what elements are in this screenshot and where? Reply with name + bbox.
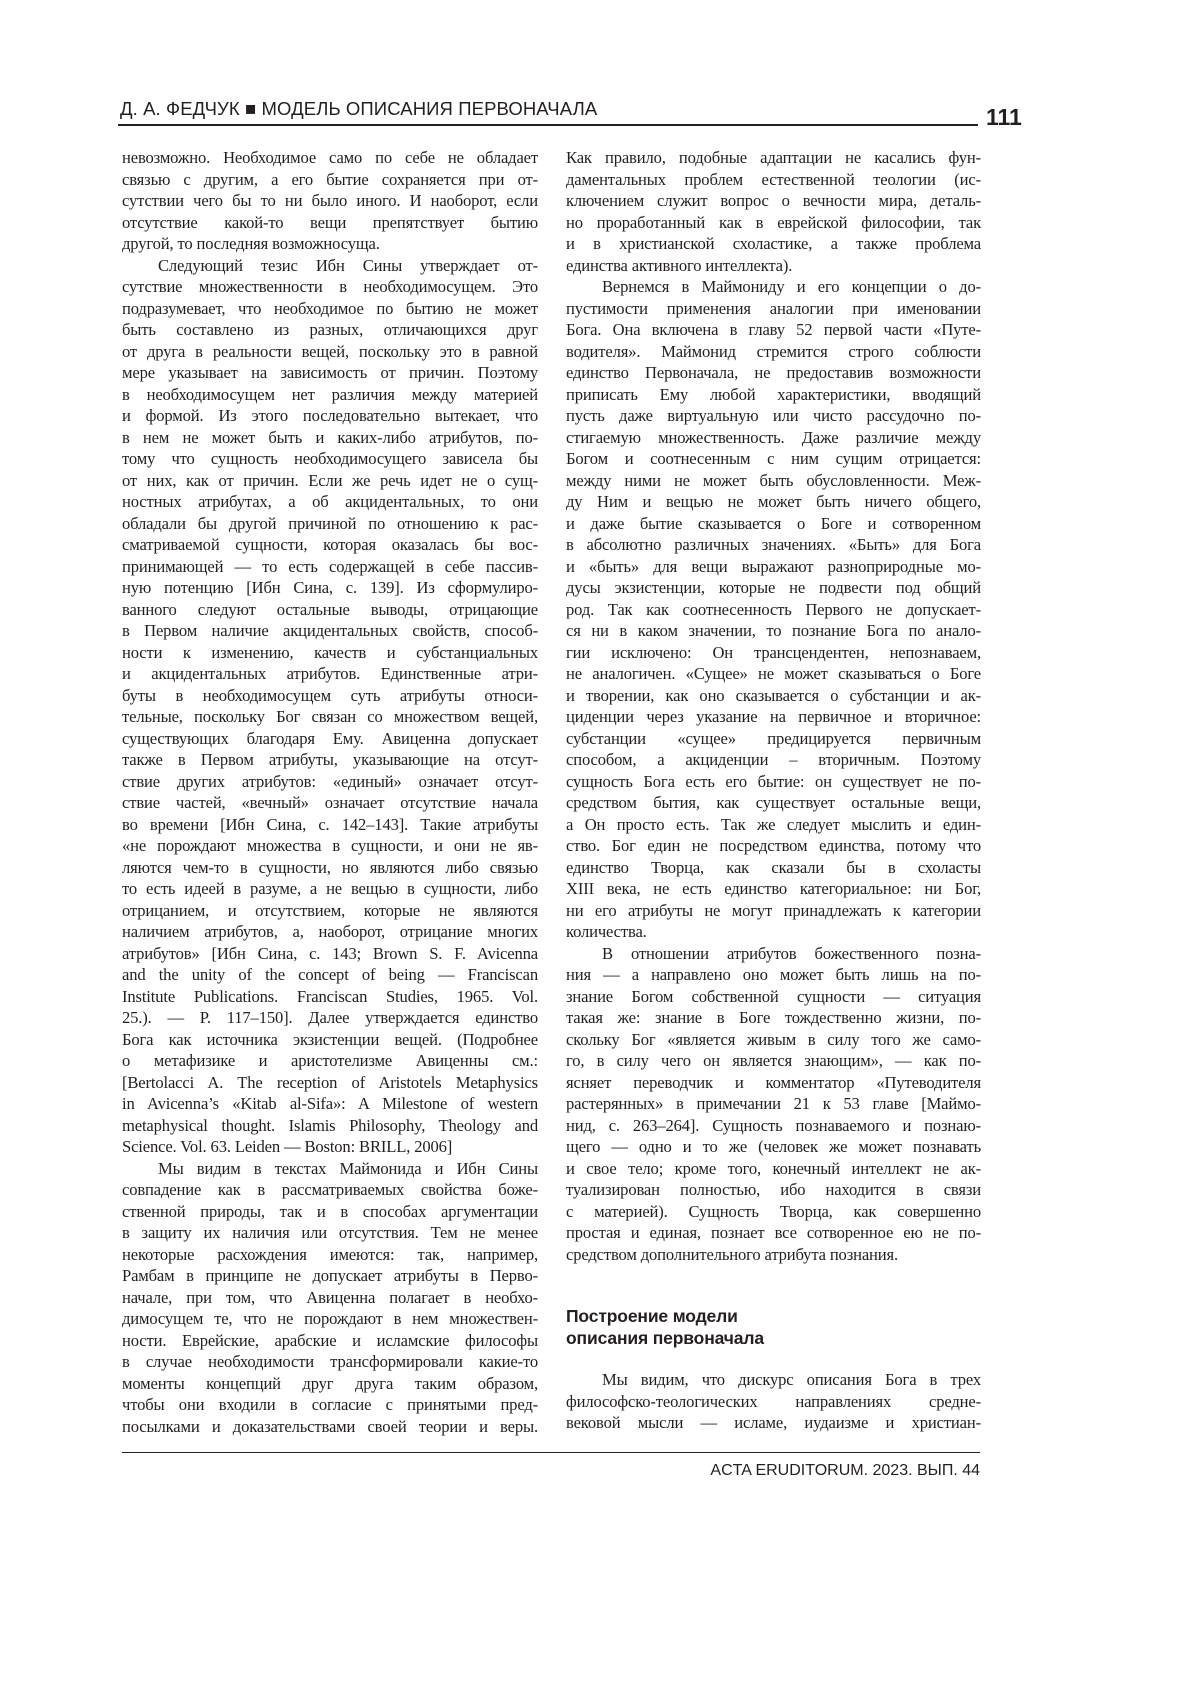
text-line: Вернемся в Маймониду и его концепции о до- <box>566 276 981 298</box>
text-line: ную потенцию [Ибн Сина, с. 139]. Из сформулиро- <box>122 577 538 599</box>
paragraph <box>122 147 538 255</box>
text-line: пустимости применения аналогии при именовании <box>566 298 981 320</box>
text-line: в абсолютно различных значениях. «Быть» для Бога <box>566 534 981 556</box>
page-number: 111 <box>986 104 1022 131</box>
text-line: от них, как от причин. Если же речь идет не о сущ- <box>122 470 538 492</box>
text-line: также в Первом атрибуты, указывающие на отсут- <box>122 749 538 771</box>
text-line: ствие других атрибутов: «единый» означает отсут- <box>122 771 538 793</box>
footer-rule <box>122 1452 980 1453</box>
text-line: ности. Еврейские, арабские и исламские философы <box>122 1330 538 1352</box>
text-line: буты в необходимосущем суть атрибуты относи- <box>122 685 538 707</box>
text-line: между ними не может быть обусловленности. Меж- <box>566 470 981 492</box>
text-line: связью с другим, а его бытие сохраняется при от- <box>122 169 538 191</box>
text-line: моменты концепций друг друга таким образом, <box>122 1373 538 1395</box>
text-line: ванного следуют остальные выводы, отрицающие <box>122 599 538 621</box>
running-header: Д. А. ФЕДЧУК ■ МОДЕЛЬ ОПИСАНИЯ ПЕРВОНАЧАЛА <box>120 98 597 120</box>
text-line: in Avicenna’s «Kitab al-Sifa»: A Milestone of western <box>122 1093 538 1115</box>
paragraph <box>566 147 981 276</box>
text-line: ду Ним и вещью не может быть ничего общего, <box>566 491 981 513</box>
text-line: metaphysical thought. Islamis Philosophy, Theology and <box>122 1115 538 1137</box>
text-line: совпадение как в рассматриваемых свойства боже- <box>122 1179 538 1201</box>
text-line: быть составлено из разных, отличающихся друг <box>122 319 538 341</box>
text-line: водителя». Маймонид стремится строго соблюсти <box>566 341 981 363</box>
text-line: количества. <box>566 921 981 943</box>
text-line: го, в силу чего он является знающим», — как по- <box>566 1050 981 1072</box>
text-line: циденции через указание на первичное и вторичное: <box>566 706 981 728</box>
section-heading <box>566 1305 981 1349</box>
paragraph <box>566 943 981 1266</box>
text-line: скольку Бог «является живым в силу того же само- <box>566 1029 981 1051</box>
text-line: дусы экзистенции, которые не подвести под общий <box>566 577 981 599</box>
text-line: Рамбам в принципе не допускает атрибуты в Перво- <box>122 1265 538 1287</box>
section-heading-line: описания первоначала <box>566 1327 981 1349</box>
text-line: и «быть» для вещи выражают разноприродные мо- <box>566 556 981 578</box>
text-line: Institute Publications. Franciscan Studies, 1965. Vol. <box>122 986 538 1008</box>
text-line: средством бытия, как существует остальные вещи, <box>566 792 981 814</box>
text-line: пусть даже виртуальную или чисто рассудочно по- <box>566 405 981 427</box>
text-line: и даже бытие сказывается о Боге и сотворенном <box>566 513 981 535</box>
text-line: приписать Ему любой характеристики, вводящий <box>566 384 981 406</box>
text-line: от друга в реальности вещей, поскольку это в равной <box>122 341 538 363</box>
text-line: простая и единая, познает все сотворенное ею не по- <box>566 1222 981 1244</box>
text-line: философско-теологических направлениях средне- <box>566 1391 981 1413</box>
text-line: невозможно. Необходимое само по себе не обладает <box>122 147 538 169</box>
text-line: сущность Бога есть его бытие: он существует не по- <box>566 771 981 793</box>
text-line: посылками и доказательствами своей теории и веры. <box>122 1416 538 1438</box>
text-line: другой, то последняя возможносуща. <box>122 233 538 255</box>
text-line: не аналогичен. «Сущее» не может сказываться о Боге <box>566 663 981 685</box>
text-line: нид, с. 263–264]. Сущность познаваемого и познаю- <box>566 1115 981 1137</box>
text-line: Бога. Она включена в главу 52 первой части «Путе- <box>566 319 981 341</box>
text-line: существующих благодаря Ему. Авиценна допускает <box>122 728 538 750</box>
text-line: вековой мысли — исламе, иудаизме и христиан- <box>566 1412 981 1434</box>
text-line: 25.). — P. 117–150]. Далее утверждается единство <box>122 1007 538 1029</box>
text-line: в необходимосущем нет различия между материей <box>122 384 538 406</box>
text-line: ство. Бог един не посредством единства, потому что <box>566 835 981 857</box>
text-line: щего — одно и то же (человек же может познавать <box>566 1136 981 1158</box>
text-line: димосущем те, что не порождают в нем множествен- <box>122 1308 538 1330</box>
text-line: в нем не может быть и каких-либо атрибутов, по- <box>122 427 538 449</box>
text-line: мере указывает на зависимость от причин. Поэтому <box>122 362 538 384</box>
section-heading-line: Построение модели <box>566 1305 981 1327</box>
text-line: даментальных проблем естественной теологии (ис- <box>566 169 981 191</box>
text-line: сутствие множественности в необходимосущем. Это <box>122 276 538 298</box>
text-line: сматриваемой сущности, которая оказалась бы вос- <box>122 534 538 556</box>
text-line: с материей). Сущность Творца, как совершенно <box>566 1201 981 1223</box>
text-line: В отношении атрибутов божественного позна- <box>566 943 981 965</box>
text-line: Мы видим, что дискурс описания Бога в трех <box>566 1369 981 1391</box>
text-line: в Первом наличие акцидентальных свойств, способ- <box>122 620 538 642</box>
text-line: тельные, поскольку Бог связан со множеством вещей, <box>122 706 538 728</box>
text-line: но проработанный как в еврейской философии, так <box>566 212 981 234</box>
text-line: ности к изменению, качеств и субстанциальных <box>122 642 538 664</box>
text-line: отрицанием, и отсутствием, которые не являются <box>122 900 538 922</box>
text-line: средством дополнительного атрибута познания. <box>566 1244 981 1266</box>
text-line: и формой. Из этого последовательно вытекает, что <box>122 405 538 427</box>
text-line: принимающей — то есть содержащей в себе пассив- <box>122 556 538 578</box>
text-line: подразумевает, что необходимое по бытию не может <box>122 298 538 320</box>
text-line: начале, при том, что Авиценна полагает в необхо- <box>122 1287 538 1309</box>
text-line: and the unity of the concept of being — Franciscan <box>122 964 538 986</box>
text-line: а Он просто есть. Так же следует мыслить и един- <box>566 814 981 836</box>
text-line: Мы видим в текстах Маймонида и Ибн Сины <box>122 1158 538 1180</box>
text-line: туализирован полностью, ибо находится в связи <box>566 1179 981 1201</box>
text-line: ностных атрибутах, а об акцидентальных, то они <box>122 491 538 513</box>
text-line: Как правило, подобные адаптации не касались фун- <box>566 147 981 169</box>
text-line: способом, а акциденции – вторичным. Поэтому <box>566 749 981 771</box>
text-line: некоторые расхождения имеются: так, например, <box>122 1244 538 1266</box>
paragraph <box>566 1369 981 1434</box>
text-line: и в христианской схоластике, а также проблема <box>566 233 981 255</box>
text-line: в случае необходимости трансформировали какие-то <box>122 1351 538 1373</box>
text-line: и творении, как оно сказывается о субстанции и ак- <box>566 685 981 707</box>
text-line: ляются чем-то в сущности, но являются либо связью <box>122 857 538 879</box>
text-line: стигаемую множественность. Даже различие между <box>566 427 981 449</box>
header-rule <box>118 124 978 126</box>
text-line: знание Богом собственной сущности — ситуация <box>566 986 981 1008</box>
text-line: ясняет переводчик и комментатор «Путеводителя <box>566 1072 981 1094</box>
text-line: ключением служит вопрос о вечности мира, деталь- <box>566 190 981 212</box>
text-line: ния — а направлено оно может быть лишь на по- <box>566 964 981 986</box>
text-line: ственной природы, так и в способах аргументации <box>122 1201 538 1223</box>
text-line: единство Творца, как сказали бы в схоласты <box>566 857 981 879</box>
text-line: обладали бы другой причиной по отношению к рас- <box>122 513 538 535</box>
text-line: о метафизике и аристотелизме Авиценны см.: <box>122 1050 538 1072</box>
text-line: атрибутов» [Ибн Сина, с. 143; Brown S. F. Avicenna <box>122 943 538 965</box>
text-line: то есть идеей в разуме, а не вещью в сущности, либо <box>122 878 538 900</box>
text-line: во времени [Ибн Сина, с. 142–143]. Такие атрибуты <box>122 814 538 836</box>
text-line: ствие частей, «вечный» означает отсутствие начала <box>122 792 538 814</box>
text-line: Богом и соотнесенным с ним сущим отрицается: <box>566 448 981 470</box>
text-line: XIII века, не есть единство категориальное: ни Бог, <box>566 878 981 900</box>
text-line: отсутствие какой-то вещи препятствует бытию <box>122 212 538 234</box>
text-line: такая же: знание в Боге тождественно жизни, по- <box>566 1007 981 1029</box>
paragraph <box>122 1158 538 1438</box>
text-line: ни его атрибуты не могут принадлежать к категории <box>566 900 981 922</box>
text-line: сутствии чего бы то ни было иного. И наоборот, если <box>122 190 538 212</box>
text-line: тому что сущность необходимосущего зависела бы <box>122 448 538 470</box>
text-line: в защиту их наличия или отсутствия. Тем не менее <box>122 1222 538 1244</box>
text-line: чтобы они входили в согласие с принятыми пред- <box>122 1394 538 1416</box>
text-line: ся ни в каком значении, то познание Бога по анало- <box>566 620 981 642</box>
text-line: Следующий тезис Ибн Сины утверждает от- <box>122 255 538 277</box>
left-column <box>122 147 538 1437</box>
text-line: [Bertolacci A. The reception of Aristotels Metaphysics <box>122 1072 538 1094</box>
paragraph <box>122 255 538 1158</box>
text-line: Бога как источника экзистенции вещей. (Подробнее <box>122 1029 538 1051</box>
text-line: Science. Vol. 63. Leiden — Boston: BRILL, 2006] <box>122 1136 538 1158</box>
text-line: единство Первоначала, не предоставив возможности <box>566 362 981 384</box>
text-line: «не порождают множества в сущности, и они не яв- <box>122 835 538 857</box>
text-line: наличием атрибутов, а, наоборот, отрицание многих <box>122 921 538 943</box>
footer-journal: ACTA ERUDITORUM. 2023. ВЫП. 44 <box>710 1462 980 1480</box>
text-line: и свое тело; кроме того, конечный интеллект не ак- <box>566 1158 981 1180</box>
text-line: субстанции «сущее» предицируется первичным <box>566 728 981 750</box>
right-column <box>566 147 981 1434</box>
text-line: растерянных» в примечании 21 к 53 главе [Маймо- <box>566 1093 981 1115</box>
text-line: род. Так как соотнесенность Первого не допускает- <box>566 599 981 621</box>
text-line: гии исключено: Он трансцендентен, непознаваем, <box>566 642 981 664</box>
text-line: и акцидентальных атрибутов. Единственные атри- <box>122 663 538 685</box>
text-line: единства активного интеллекта). <box>566 255 981 277</box>
paragraph <box>566 276 981 943</box>
